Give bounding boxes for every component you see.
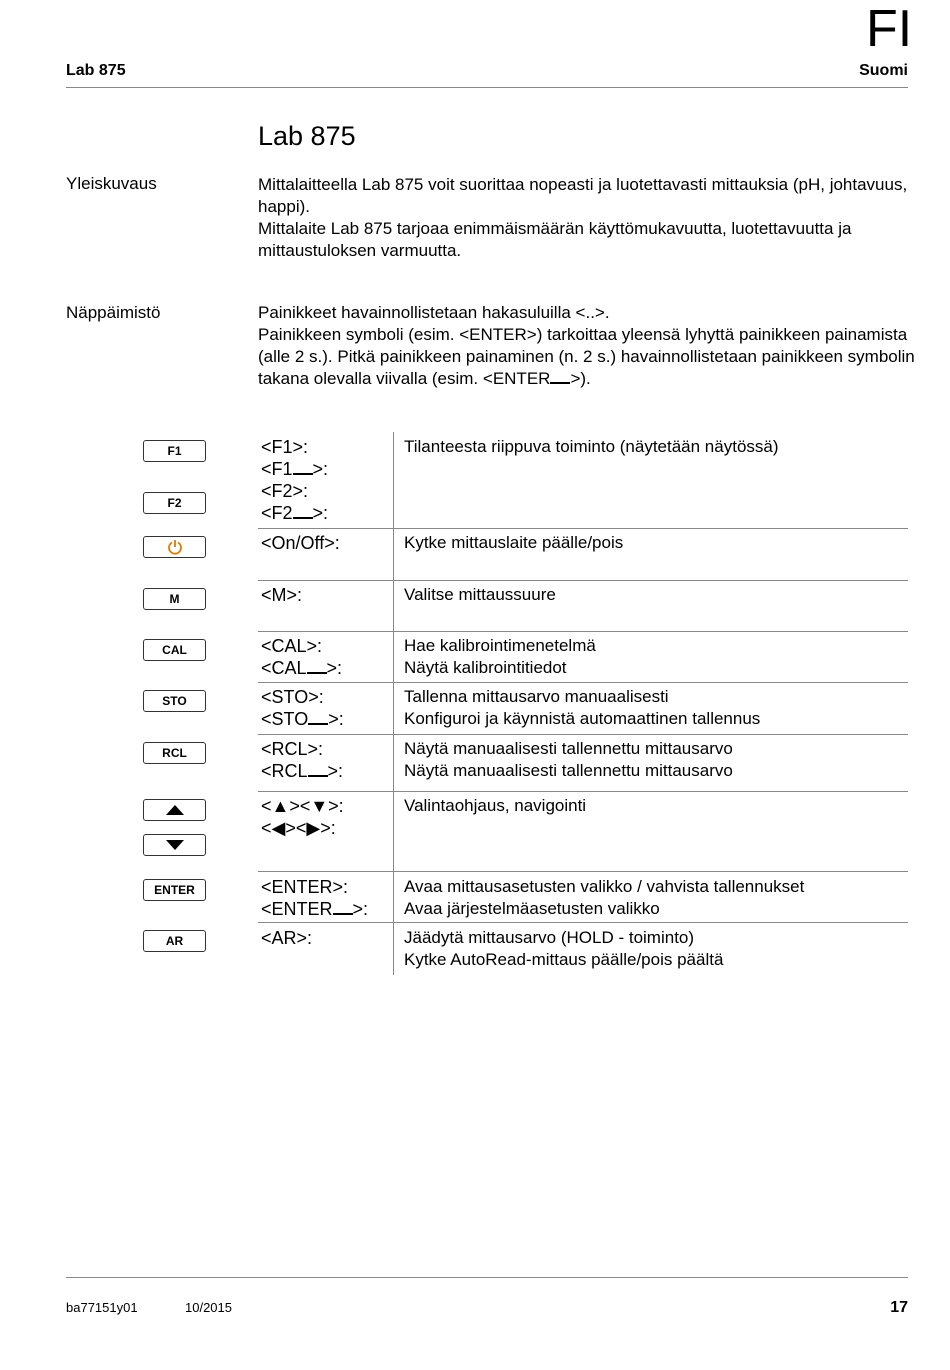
table-row-cal-keys: <CAL>: <CAL >: (261, 636, 343, 678)
table-row-onoff-desc: Kytke mittauslaite päälle/pois (404, 533, 624, 552)
footer-doc-id: ba77151y01 (66, 1300, 138, 1315)
table-row-rcl-desc: Näytä manuaalisesti tallennettu mittausarvo Näytä manuaalisesti tallennettu mittausarvo (404, 739, 733, 780)
table-divider (258, 922, 908, 923)
enter-button-icon: ENTER (143, 879, 206, 901)
table-row-m-key: <M>: (261, 585, 303, 605)
keypad-line-2a: Painikkeen symboli (esim. (258, 325, 460, 344)
table-divider (258, 528, 908, 529)
table-divider (258, 631, 908, 632)
keypad-line-1: Painikkeet havainnollistetaan hakasuluilla <..>. (258, 303, 610, 322)
table-row-ar-key: <AR>: (261, 928, 313, 948)
table-row-onoff-key: <On/Off>: (261, 533, 340, 553)
overview-paragraph-2: Mittalaite Lab 875 tarjoaa enimmäismäärän käyttömukavuutta, luotettavuutta ja mittaustuloksen varmuutta. (258, 219, 852, 260)
up-arrow-icon (165, 804, 185, 816)
section-label-overview: Yleiskuvaus (66, 174, 157, 193)
table-row-f-keys: <F1>: <F1 >: <F2>: <F2 >: (261, 437, 329, 523)
f2-button-icon: F2 (143, 492, 206, 514)
table-row-ar-desc: Jäädytä mittausarvo (HOLD - toiminto) Kytke AutoRead-mittaus päälle/pois päältä (404, 928, 724, 969)
keypad-line-2 (258, 324, 918, 390)
rcl-button-icon: RCL (143, 742, 206, 764)
header-product: Lab 875 (66, 62, 126, 79)
table-divider (258, 734, 908, 735)
page-title: Lab 875 (258, 121, 356, 151)
header-rule (66, 87, 908, 88)
table-divider (258, 580, 908, 581)
key-example-short: <ENTER> (459, 325, 537, 344)
key-example-long: <ENTER > (482, 369, 581, 388)
sto-button-icon: STO (143, 690, 206, 712)
power-icon (167, 539, 183, 555)
language-code: FI (866, 0, 913, 58)
power-button-icon (143, 536, 206, 558)
m-button-icon: M (143, 588, 206, 610)
overview-text (258, 174, 918, 262)
table-divider (258, 871, 908, 872)
keypad-line-2c: ). (580, 369, 591, 388)
footer-rule (66, 1277, 908, 1278)
table-divider (258, 791, 908, 792)
up-button-icon (143, 799, 206, 821)
table-row-m-desc: Valitse mittaussuure (404, 585, 556, 604)
table-row-nav-desc: Valintaohjaus, navigointi (404, 796, 587, 815)
table-row-enter-keys: <ENTER>: <ENTER >: (261, 877, 369, 919)
table-row-nav-keys: <▲><▼>: <◀><▶>: (261, 796, 344, 838)
footer-date: 10/2015 (185, 1300, 232, 1315)
table-row-rcl-keys: <RCL>: <RCL >: (261, 739, 344, 781)
table-row-sto-keys: <STO>: <STO >: (261, 687, 344, 729)
cal-button-icon: CAL (143, 639, 206, 661)
table-row-sto-desc: Tallenna mittausarvo manuaalisesti Konfiguroi ja käynnistä automaattinen tallennus (404, 687, 761, 728)
table-row-f-desc: Tilanteesta riippuva toiminto (näytetään näytössä) (404, 437, 779, 456)
down-button-icon (143, 834, 206, 856)
keypad-line-2b: ) tarkoittaa yleensä lyhyttä painikkeen painamista (alle 2 s.). Pitkä painikkeen painaminen (n. 2 s.) havainnollistetaan painikkeen symbolin takana olevalla viivalla (esim. (258, 325, 915, 388)
header-language: Suomi (859, 62, 908, 79)
keypad-text (258, 302, 918, 390)
down-arrow-icon (165, 839, 185, 851)
table-row-enter-desc: Avaa mittausasetusten valikko / vahvista tallennukset Avaa järjestelmäasetusten valikko (404, 877, 805, 918)
table-column-divider (393, 432, 394, 975)
table-row-cal-desc: Hae kalibrointimenetelmä Näytä kalibrointitiedot (404, 636, 596, 677)
page-number: 17 (890, 1299, 908, 1316)
f1-button-icon: F1 (143, 440, 206, 462)
ar-button-icon: AR (143, 930, 206, 952)
section-label-keypad: Näppäimistö (66, 303, 161, 322)
table-divider (258, 682, 908, 683)
overview-paragraph-1: Mittalaitteella Lab 875 voit suorittaa nopeasti ja luotettavasti mittauksia (pH, johtavuus, happi). (258, 175, 908, 216)
